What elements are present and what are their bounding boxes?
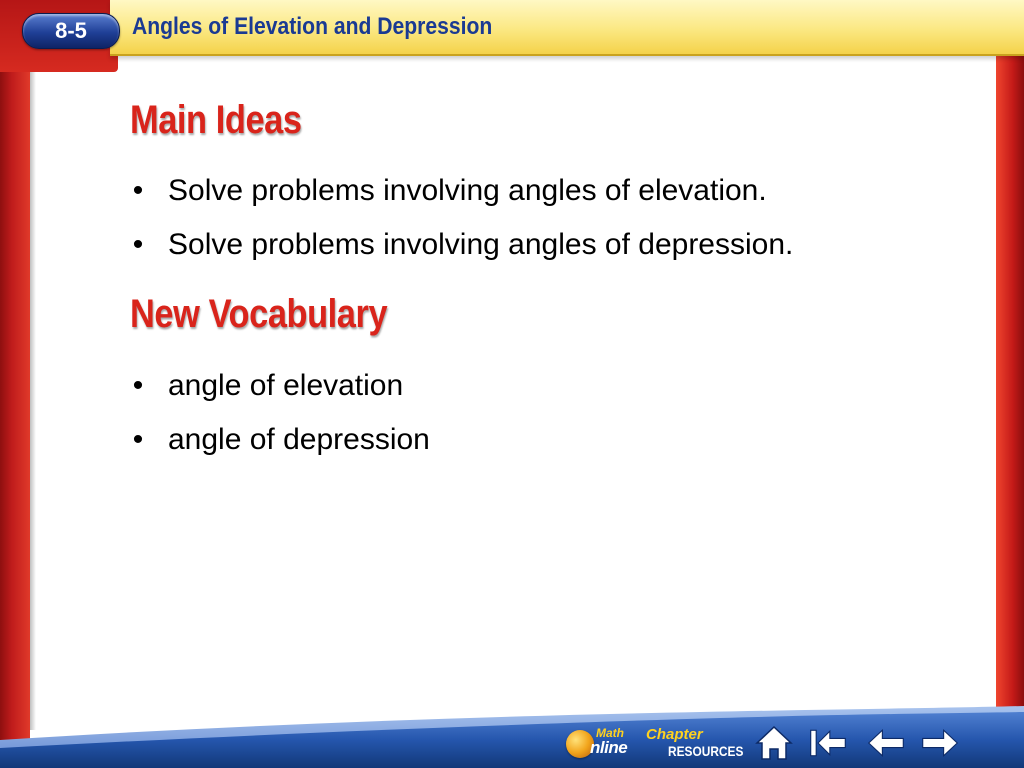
math-online-label-top: Math bbox=[596, 726, 624, 740]
lesson-number-badge bbox=[22, 13, 120, 49]
lesson-number: 8-5 bbox=[55, 18, 87, 43]
math-online-link[interactable] bbox=[566, 724, 636, 764]
left-frame-border bbox=[0, 0, 30, 768]
next-slide-button[interactable] bbox=[920, 722, 960, 764]
frame-shadow bbox=[30, 70, 36, 730]
next-slide-icon bbox=[920, 725, 960, 761]
first-slide-button[interactable] bbox=[808, 722, 848, 764]
right-frame-border bbox=[996, 50, 1024, 768]
previous-slide-button[interactable] bbox=[866, 722, 906, 764]
bullet-icon: • bbox=[132, 228, 144, 261]
chapter-resources-label-top: Chapter bbox=[646, 726, 703, 743]
list-item bbox=[128, 224, 793, 278]
first-slide-icon bbox=[808, 725, 848, 761]
main-ideas-heading: Main Ideas bbox=[130, 98, 302, 142]
previous-slide-icon bbox=[866, 725, 906, 761]
list-item bbox=[128, 365, 430, 419]
list-item bbox=[128, 419, 430, 473]
vocabulary-term: angle of depression bbox=[168, 423, 430, 456]
vocabulary-list bbox=[128, 365, 430, 473]
bullet-icon: • bbox=[132, 423, 144, 456]
vocabulary-term: angle of elevation bbox=[168, 369, 404, 402]
main-idea-text: Solve problems involving angles of elevation. bbox=[168, 174, 767, 207]
home-icon bbox=[754, 724, 794, 762]
lesson-title: Angles of Elevation and Depression bbox=[132, 13, 493, 40]
chapter-resources-button[interactable] bbox=[646, 726, 746, 762]
math-online-label-bottom: nline bbox=[590, 738, 628, 757]
new-vocabulary-heading: New Vocabulary bbox=[130, 292, 388, 336]
home-button[interactable] bbox=[754, 722, 794, 764]
main-ideas-list bbox=[128, 170, 793, 278]
bullet-icon: • bbox=[132, 174, 144, 207]
list-item bbox=[128, 170, 793, 224]
bullet-icon: • bbox=[132, 369, 144, 402]
chapter-resources-label-bottom: RESOURCES bbox=[668, 743, 744, 759]
main-idea-text: Solve problems involving angles of depression. bbox=[168, 228, 794, 261]
